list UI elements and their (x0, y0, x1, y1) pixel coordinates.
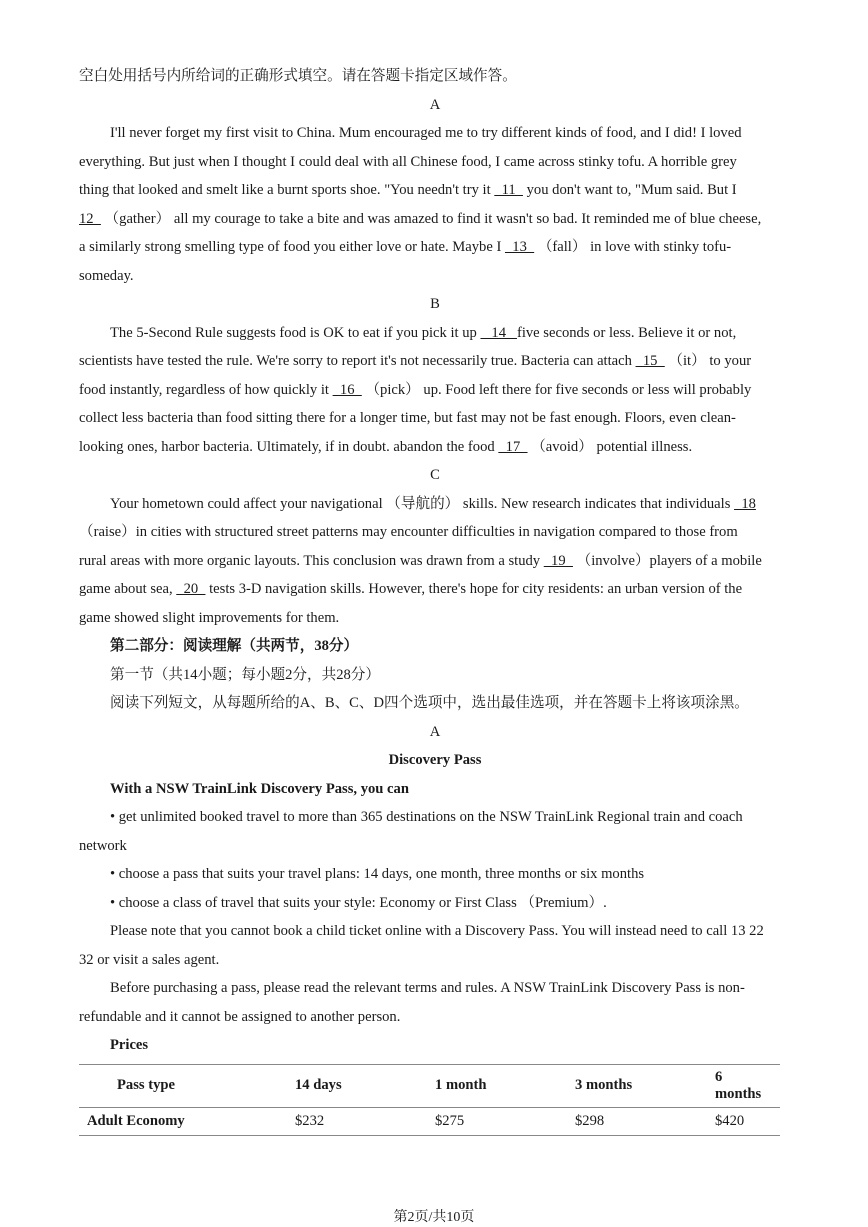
passage-c-line (79, 490, 791, 519)
bullet-item: • choose a class of travel that suits your style: Economy or First Class （Premium）. (110, 894, 607, 911)
text-segment: rural areas with more organic layouts. This conclusion was drawn from a study (79, 552, 541, 569)
passage-b-line: collect less bacteria than food sitting there for a longer time, but fast may not be fast enough. Floors, even clean- (79, 410, 736, 426)
text-segment: a similarly strong smelling type of food you either love or hate. Maybe I (79, 239, 502, 255)
blank-11: 11 (494, 182, 523, 198)
reading-a-heading: A (429, 723, 441, 740)
text-segment: scientists have tested the rule. We're sorry to report it's not necessarily true. Bacteria can attach (79, 353, 632, 369)
passage-b (79, 319, 791, 462)
table-cell: $420 (715, 1112, 745, 1129)
table-cell: $232 (295, 1112, 325, 1129)
text-segment: five seconds or less. Believe it or not, (516, 324, 737, 341)
table-cell: Adult Economy (87, 1112, 185, 1129)
bullet-continuation: network (79, 837, 127, 854)
text-segment: （gather） all my courage to take a bite and was amazed to find it wasn't so bad. It reminded me of blue cheese, (104, 210, 762, 227)
column-header: 14 days (295, 1077, 342, 1093)
passage-c-line (79, 547, 791, 576)
note-line: 32 or visit a sales agent. (79, 951, 220, 968)
column-header: 6 months (715, 1068, 762, 1102)
text-segment: looking ones, harbor bacteria. Ultimately, if in doubt. abandon the food (79, 438, 495, 455)
section-info: 第一节（共14小题；每小题2分，共28分） (110, 666, 380, 683)
table-cell: $275 (435, 1112, 465, 1129)
passage-b-line (79, 347, 791, 376)
discovery-title: Discovery Pass (388, 752, 482, 768)
reading-instruction: 阅读下列短文，从每题所给的A、B、C、D四个选项中，选出最佳选项，并在答题卡上将该项涂黑。 (110, 695, 749, 711)
text-segment: The 5-Second Rule suggests food is OK to eat if you pick it up (110, 324, 477, 341)
passage-a-heading: A (429, 96, 441, 113)
text-segment: you don't want to, "Mum said. But I (526, 182, 737, 198)
passage-b-line (79, 433, 791, 462)
prices-label: Prices (110, 1037, 149, 1053)
passage-c-heading: C (430, 467, 440, 483)
blank-19: 19 (543, 552, 573, 569)
text-segment: thing that looked and smelt like a burnt sports shoe. "You needn't try it (79, 182, 491, 198)
note-line: Please note that you cannot book a child ticket online with a Discovery Pass. You will instead need to call 13 22 (110, 923, 764, 939)
text-segment: game about sea, (79, 581, 173, 597)
passage-a-line (79, 176, 791, 205)
text-segment: （avoid） potential illness. (531, 438, 693, 455)
blank-12: 12 (79, 210, 101, 227)
passage-b-heading: B (430, 296, 440, 312)
passage-a-line (79, 205, 791, 234)
passage-b-line (79, 319, 791, 348)
blank-15: 15 (635, 353, 665, 369)
page-number: 第2页/共10页 (393, 1210, 475, 1225)
passage-c-line: （raise）in cities with structured street patterns may encounter difficulties in navigation compared to those from (79, 524, 738, 540)
column-header: 3 months (575, 1077, 633, 1093)
text-segment: （involve）players of a mobile (576, 552, 762, 569)
text-segment: food instantly, regardless of how quickly it (79, 381, 329, 398)
column-header: Pass type (117, 1077, 175, 1093)
passage-a-line: I'll never forget my first visit to China. Mum encouraged me to try different kinds of food, and I did! I loved (110, 125, 742, 141)
prices-table (79, 1064, 780, 1136)
blank-14: 14 (480, 324, 517, 341)
blank-18: 18 (734, 495, 756, 512)
table-row (79, 1107, 780, 1135)
table-header-row (79, 1064, 780, 1107)
text-segment: （pick） up. Food left there for five seconds or less will probably (365, 381, 752, 398)
passage-c-line (79, 575, 791, 604)
passage-c (79, 490, 791, 633)
text-segment: Your hometown could affect your navigational （导航的） skills. New research indicates that individuals (110, 495, 731, 512)
bullet-item: • get unlimited booked travel to more than 365 destinations on the NSW TrainLink Regional train and coach (110, 809, 743, 825)
passage-c-line: game showed slight improvements for them. (79, 609, 340, 626)
blank-16: 16 (332, 381, 362, 398)
passage-a-line: someday. (79, 267, 134, 284)
blank-13: 13 (504, 239, 535, 255)
terms-line: Before purchasing a pass, please read the relevant terms and rules. A NSW TrainLink Discovery Pass is non- (110, 980, 745, 996)
blank-17: 17 (498, 438, 528, 455)
passage-a-line: everything. But just when I thought I could deal with all Chinese food, I came across stinky tofu. A horrible grey (79, 153, 737, 170)
part2-title: 第二部分：阅读理解（共两节，38分） (110, 638, 359, 654)
text-segment: （it） to your (668, 353, 752, 369)
grammar-instruction: 空白处用括号内所给词的正确形式填空。请在答题卡指定区域作答。 (79, 68, 517, 84)
passage-a (79, 119, 791, 290)
discovery-subtitle: With a NSW TrainLink Discovery Pass, you can (110, 780, 409, 797)
terms-line: refundable and it cannot be assigned to another person. (79, 1008, 401, 1025)
passage-b-line (79, 376, 791, 405)
bullet-item: • choose a pass that suits your travel plans: 14 days, one month, three months or six months (110, 866, 645, 882)
column-header: 1 month (435, 1077, 487, 1093)
passage-a-line (79, 233, 791, 262)
blank-20: 20 (176, 581, 206, 597)
text-segment: （fall） in love with stinky tofu- (537, 239, 732, 255)
exam-page (79, 62, 791, 1136)
table-cell: $298 (575, 1112, 605, 1129)
text-segment: tests 3-D navigation skills. However, there's hope for city residents: an urban version of the (209, 581, 743, 597)
